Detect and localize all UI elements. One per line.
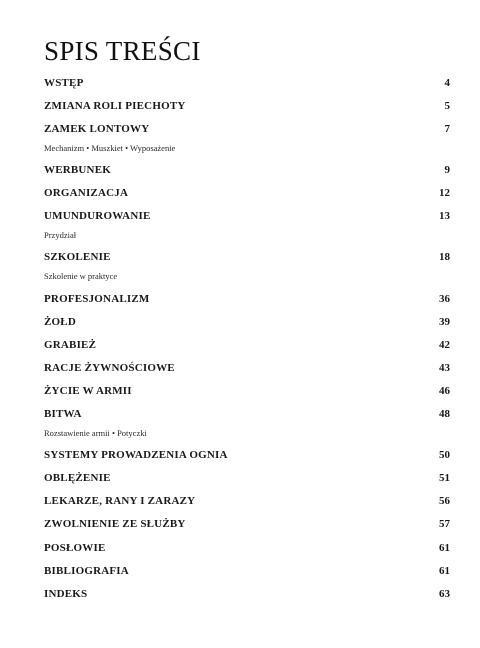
toc-entry-page-number: 50 — [439, 449, 450, 461]
toc-entry[interactable] — [44, 77, 450, 95]
toc-entry[interactable] — [44, 210, 450, 240]
toc-entry-page-number: 39 — [439, 316, 450, 328]
toc-entry[interactable] — [44, 251, 450, 281]
toc-entry[interactable] — [44, 187, 450, 205]
toc-entry-page-number: 13 — [439, 210, 450, 222]
toc-entry-page-number: 4 — [444, 77, 450, 89]
toc-entry[interactable] — [44, 123, 450, 153]
toc-entry-page-number: 56 — [439, 495, 450, 507]
toc-entry-subtopics: Mechanizm • Muszkiet • Wyposażenie — [44, 143, 176, 153]
toc-entry[interactable] — [44, 385, 450, 403]
toc-entry-page-number: 42 — [439, 339, 450, 351]
toc-entry[interactable] — [44, 293, 450, 311]
toc-entry-title: ŻOŁD — [44, 316, 76, 328]
toc-entry-page-number: 61 — [439, 565, 450, 577]
toc-entry-subtopics: Przydział — [44, 230, 77, 240]
toc-entry-page-number: 9 — [444, 164, 450, 176]
toc-entry-title: OBLĘŻENIE — [44, 472, 111, 484]
toc-entry[interactable] — [44, 362, 450, 380]
toc-entry[interactable] — [44, 164, 450, 182]
toc-entry-page-number: 18 — [439, 251, 450, 263]
toc-entry[interactable] — [44, 449, 450, 467]
toc-entry-page-number: 61 — [439, 542, 450, 554]
toc-entry-title: ZAMEK LONTOWY — [44, 123, 150, 135]
toc-entry[interactable] — [44, 518, 450, 536]
toc-entry-title: ZMIANA ROLI PIECHOTY — [44, 100, 186, 112]
toc-entry-page-number: 43 — [439, 362, 450, 374]
toc-entry-title: ZWOLNIENIE ZE SŁUŻBY — [44, 518, 186, 530]
toc-entry-title: WERBUNEK — [44, 164, 111, 176]
toc-entry[interactable] — [44, 542, 450, 560]
toc-entry-subtopics: Szkolenie w praktyce — [44, 271, 118, 281]
toc-entry-title: UMUNDUROWANIE — [44, 210, 151, 222]
toc-entry[interactable] — [44, 316, 450, 334]
toc-entry-page-number: 46 — [439, 385, 450, 397]
toc-entry-title: GRABIEŻ — [44, 339, 97, 351]
toc-entry-title: SYSTEMY PROWADZENIA OGNIA — [44, 449, 228, 461]
toc-entry-title: PROFESJONALIZM — [44, 293, 150, 305]
toc-entry-page-number: 5 — [444, 100, 450, 112]
toc-entry-page-number: 63 — [439, 588, 450, 600]
toc-entry-title: LEKARZE, RANY I ZARAZY — [44, 495, 196, 507]
toc-entry-title: RACJE ŻYWNOŚCIOWE — [44, 362, 175, 374]
toc-entry-page-number: 7 — [444, 123, 450, 135]
toc-entry[interactable] — [44, 588, 450, 606]
toc-entry-page-number: 57 — [439, 518, 450, 530]
toc-entry[interactable] — [44, 472, 450, 490]
toc-entry[interactable] — [44, 100, 450, 118]
toc-entry-subtopics: Rozstawienie armii • Potyczki — [44, 428, 147, 438]
toc-entry-page-number: 12 — [439, 187, 450, 199]
toc-entry-title: ORGANIZACJA — [44, 187, 129, 199]
toc-entry-title: BIBLIOGRAFIA — [44, 565, 129, 577]
toc-entry-page-number: 36 — [439, 293, 450, 305]
toc-entry-title: BITWA — [44, 408, 82, 420]
toc-entry-title: SZKOLENIE — [44, 251, 111, 263]
toc-entry[interactable] — [44, 495, 450, 513]
page-title: SPIS TREŚCI — [44, 36, 201, 66]
toc-entry-page-number: 51 — [439, 472, 450, 484]
toc-entry-title: INDEKS — [44, 588, 88, 600]
toc-entry-title: POSŁOWIE — [44, 542, 106, 554]
toc-entry[interactable] — [44, 565, 450, 583]
toc-entry-page-number: 48 — [439, 408, 450, 420]
toc-entry[interactable] — [44, 408, 450, 438]
toc-entry-title: ŻYCIE W ARMII — [44, 385, 132, 397]
toc-entry[interactable] — [44, 339, 450, 357]
toc-entry-title: WSTĘP — [44, 77, 84, 89]
